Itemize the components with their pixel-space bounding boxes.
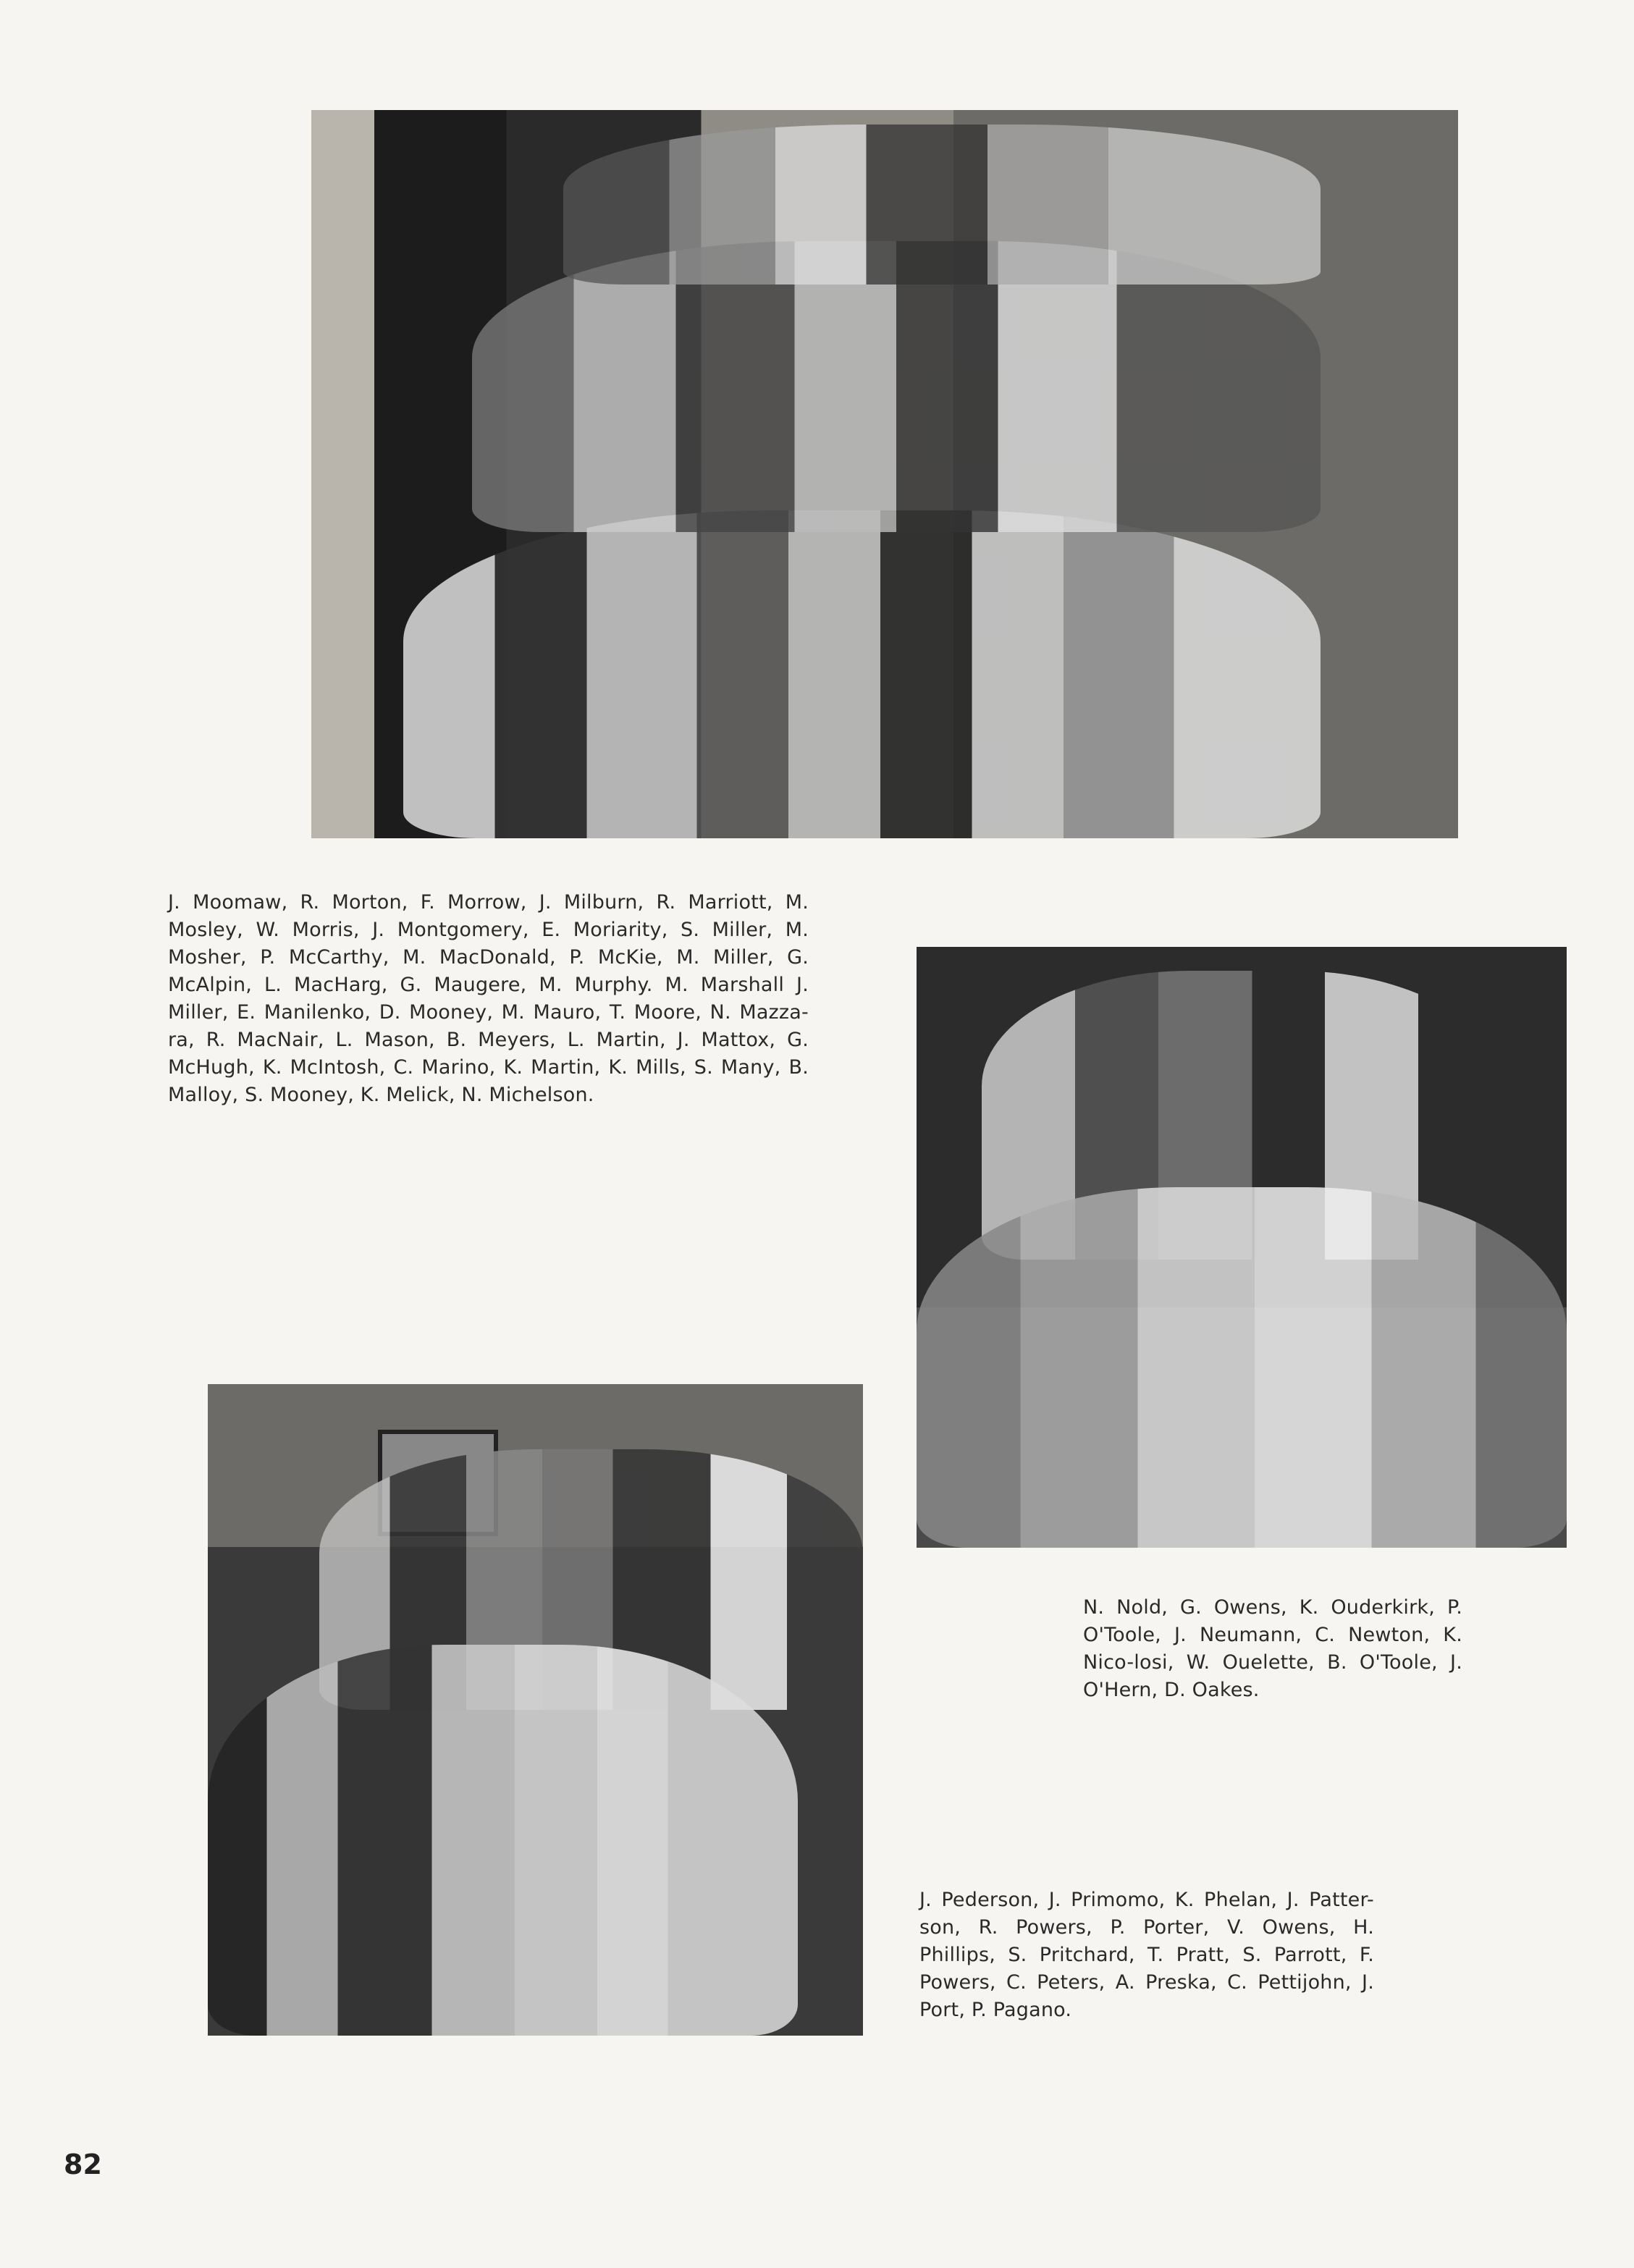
page-number: 82 — [64, 2149, 102, 2180]
caption-n-o-group: N. Nold, G. Owens, K. Ouderkirk, P. O'Toole, J. Neumann, C. Newton, K. Nico-losi, W. Ouelette, B. O'Toole, J. O'Hern, D. Oakes. — [1083, 1596, 1462, 1701]
group-photo-n-o-names — [917, 947, 1567, 1548]
caption-m-group: J. Moomaw, R. Morton, F. Morrow, J. Milburn, R. Marriott, M. Mosley, W. Morris, J. Montgomery, E. Moriarity, S. Miller, M. Mosher, P. McCarthy, M. MacDonald, P. McKie, M. Miller, G. McAlpin, L. MacHarg, G. Maugere, M. Murphy. M. Marshall J. Miller, E. Manilenko, D. Mooney, M. Mauro, T. Moore, N. Mazza-ra, R. MacNair, L. Mason, B. Meyers, L. Martin, J. Mattox, G. McHugh, K. McIntosh, C. Marino, K. Martin, K. Mills, S. Many, B. Malloy, S. Mooney, K. Melick, N. Michelson. — [168, 891, 809, 1106]
group-photo-m-names — [311, 110, 1458, 838]
caption-p-group: J. Pederson, J. Primomo, K. Phelan, J. Patter-son, R. Powers, P. Porter, V. Owens, H. Phillips, S. Pritchard, T. Pratt, S. Parrott, F. Powers, C. Peters, A. Preska, C. Pettijohn, J. Port, P. Pagano. — [919, 1889, 1374, 2021]
group-photo-p-names — [208, 1384, 863, 2036]
